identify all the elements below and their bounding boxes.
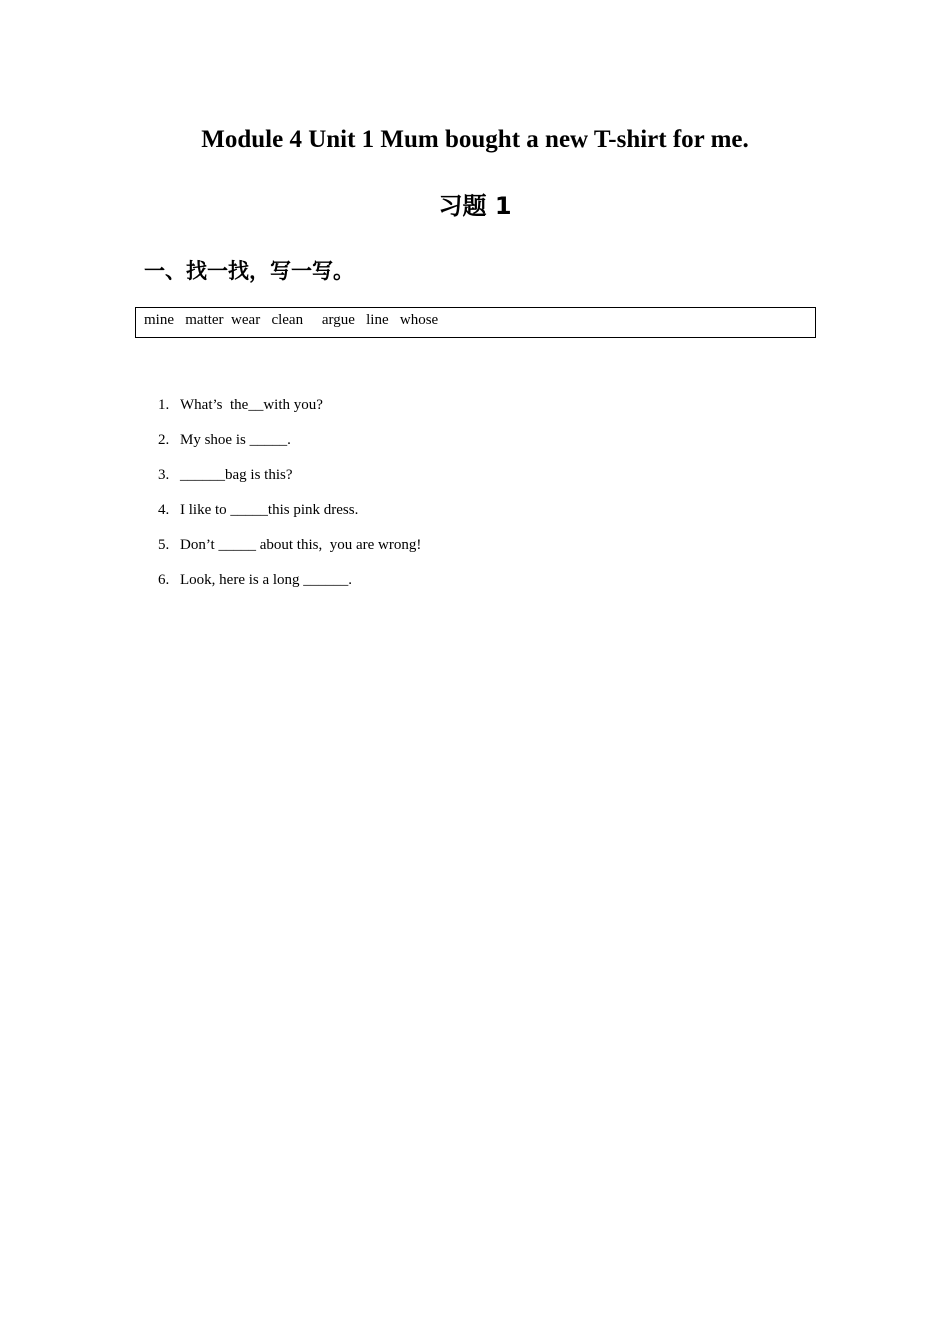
question-number: 2. xyxy=(158,432,170,448)
question-item xyxy=(143,480,421,518)
page-subtitle: 习题 1 xyxy=(438,192,512,220)
question-number: 5. xyxy=(158,537,170,553)
question-number: 4. xyxy=(158,502,170,518)
question-text: ______bag is this? xyxy=(180,467,293,483)
question-list xyxy=(143,375,422,588)
question-text: What’s the__with you? xyxy=(180,397,323,413)
question-number: 1. xyxy=(158,397,170,413)
section-heading: 一、找一找，写一写。 xyxy=(144,259,354,283)
question-item xyxy=(143,410,421,448)
question-item xyxy=(143,515,422,553)
question-item xyxy=(143,375,421,413)
question-text: My shoe is _____. xyxy=(180,432,291,448)
question-text: I like to _____this pink dress. xyxy=(180,502,359,518)
page-title: Module 4 Unit 1 Mum bought a new T-shirt for me. xyxy=(201,126,749,153)
word-bank-text: mine matter wear clean argue line whose xyxy=(144,312,439,328)
question-number: 3. xyxy=(158,467,170,483)
question-item xyxy=(143,550,421,588)
word-bank-box xyxy=(135,307,816,338)
question-text: Look, here is a long ______. xyxy=(180,572,353,588)
question-item xyxy=(143,445,421,483)
question-number: 6. xyxy=(158,572,170,588)
question-text: Don’t _____ about this, you are wrong! xyxy=(180,537,422,553)
